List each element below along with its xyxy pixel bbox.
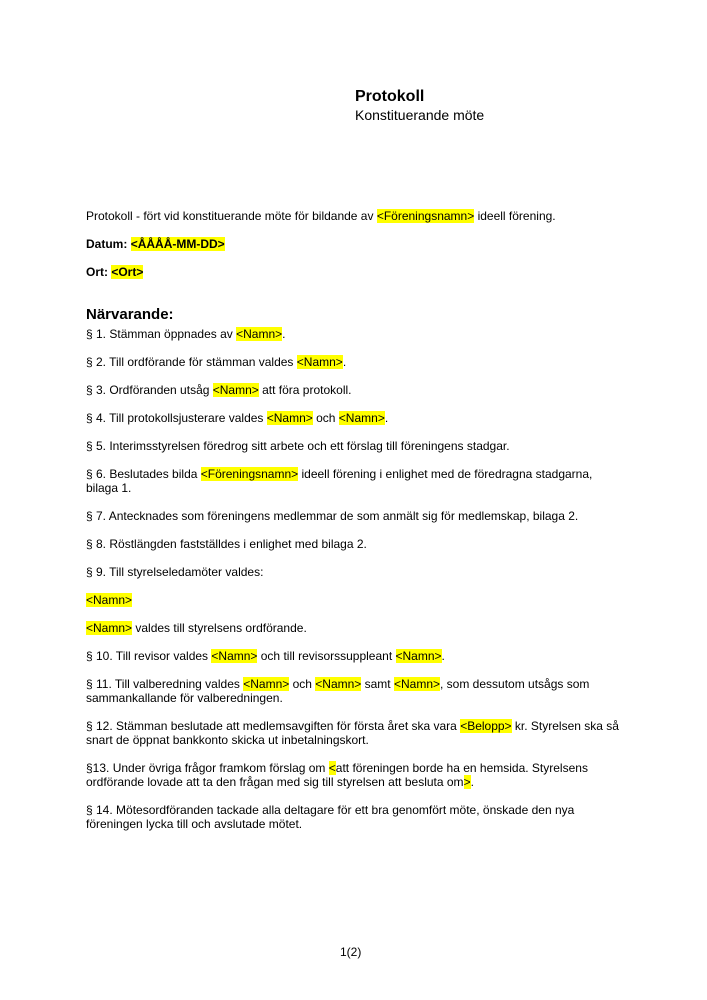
- paragraph-5: § 5. Interimsstyrelsen föredrog sitt arbete och ett förslag till föreningens stadgar.: [86, 439, 510, 453]
- ort-label: Ort: [86, 265, 104, 279]
- paragraph-10: [86, 649, 445, 663]
- datum-colon: :: [123, 237, 131, 251]
- name-placeholder: <Namn>: [395, 649, 442, 663]
- name-placeholder: <Namn>: [212, 383, 259, 397]
- p11-text: § 11. Till valberedning valdes: [86, 677, 244, 691]
- p12-text: § 12. Stämman beslutade att medlemsavgiften för första året ska vara: [86, 719, 461, 733]
- datum-line: [86, 237, 225, 251]
- p1-end: .: [282, 327, 286, 341]
- document-subtitle: Konstituerande möte: [355, 107, 485, 123]
- section-heading: Närvarande:: [86, 306, 174, 323]
- paragraph-8: § 8. Röstlängden fastställdes i enlighet med bilaga 2.: [86, 537, 367, 551]
- paragraph-11-line-2: sammankallande för valberedningen.: [86, 691, 283, 705]
- intro-text: Protokoll - fört vid konstituerande möte för bildande av: [86, 209, 377, 223]
- name-placeholder: <Namn>: [393, 677, 440, 691]
- paragraph-9: § 9. Till styrelseledamöter valdes:: [86, 565, 264, 579]
- association-name-placeholder: <Föreningsnamn>: [376, 209, 475, 223]
- p11-and: och: [289, 677, 316, 691]
- paragraph-4: [86, 411, 388, 425]
- paragraph-12: [86, 719, 619, 733]
- paragraph-3: [86, 383, 352, 397]
- amount-placeholder: <Belopp>: [460, 719, 512, 733]
- place-placeholder: <Ort>: [111, 265, 144, 279]
- paragraph-13-line-2: [86, 775, 474, 789]
- bracket-close: >: [463, 775, 471, 789]
- p10-end: .: [441, 649, 445, 663]
- intro-paragraph: [86, 209, 556, 223]
- p1-text: § 1. Stämman öppnades av: [86, 327, 237, 341]
- p4-and: och: [312, 411, 339, 425]
- name-placeholder: <Namn>: [236, 327, 283, 341]
- p4-end: .: [384, 411, 389, 425]
- paragraph-2: [86, 355, 346, 369]
- bracket-open: <: [328, 761, 336, 775]
- p13-text: §13. Under övriga frågor framkom förslag om: [86, 761, 329, 775]
- ort-colon: :: [104, 265, 112, 279]
- paragraph-14: § 14. Mötesordföranden tackade alla deltagare för ett bra genomfört möte, önskade den nya: [86, 803, 575, 817]
- paragraph-7: § 7. Antecknades som föreningens medlemmar de som anmält sig för medlemskap, bilaga 2.: [86, 509, 579, 523]
- p11-rest: , som dessutom utsågs som: [440, 677, 590, 691]
- p13-rest: att föreningen borde ha en hemsida. Styrelsens: [335, 761, 588, 775]
- name-placeholder: <Namn>: [211, 649, 258, 663]
- p11-samt: samt: [361, 677, 394, 691]
- p3-end: att föra protokoll.: [258, 383, 352, 397]
- name-placeholder: <Namn>: [315, 677, 362, 691]
- p2-text: § 2. Till ordförande för stämman valdes: [86, 355, 297, 369]
- p13-end: .: [470, 775, 474, 789]
- name-placeholder: <Namn>: [266, 411, 313, 425]
- p10-mid: och till revisorssuppleant: [257, 649, 396, 663]
- chairman-line: [86, 621, 307, 635]
- p6-text: § 6. Beslutades bilda: [86, 467, 201, 481]
- paragraph-1: [86, 327, 285, 341]
- datum-label: Datum: [86, 237, 124, 251]
- chairman-text: valdes till styrelsens ordförande.: [132, 621, 307, 635]
- page-number: 1(2): [340, 945, 362, 959]
- name-placeholder: <Namn>: [86, 593, 133, 607]
- p3-text: § 3. Ordföranden utsåg: [86, 383, 213, 397]
- association-name-placeholder: <Föreningsnamn>: [200, 467, 299, 481]
- name-placeholder: <Namn>: [243, 677, 290, 691]
- p6-rest: ideell förening i enlighet med de föredragna stadgarna,: [298, 467, 593, 481]
- date-placeholder: <ÅÅÅÅ-MM-DD>: [130, 237, 225, 251]
- paragraph-12-line-2: snart de öppnat bankkonto skicka ut inbetalningskort.: [86, 733, 369, 747]
- p12-rest: kr. Styrelsen ska så: [511, 719, 619, 733]
- p2-end: .: [342, 355, 347, 369]
- paragraph-6-line-2: bilaga 1.: [86, 481, 132, 495]
- ort-line: [86, 265, 143, 279]
- paragraph-6: [86, 467, 592, 481]
- p10-text: § 10. Till revisor valdes: [86, 649, 212, 663]
- paragraph-13: [86, 761, 588, 775]
- name-placeholder: <Namn>: [338, 411, 385, 425]
- board-member-line: [86, 593, 132, 607]
- document-title: Protokoll: [355, 88, 425, 105]
- intro-suffix: ideell förening.: [474, 209, 556, 223]
- title-block: [355, 88, 484, 123]
- name-placeholder: <Namn>: [296, 355, 343, 369]
- name-placeholder: <Namn>: [86, 621, 133, 635]
- paragraph-14-line-2: föreningen lycka till och avslutade mötet.: [86, 817, 303, 831]
- paragraph-11: [86, 677, 589, 691]
- p4-text: § 4. Till protokollsjusterare valdes: [86, 411, 267, 425]
- p13-line2-text: ordförande lovade att ta den frågan med sig till styrelsen att besluta om: [86, 775, 464, 789]
